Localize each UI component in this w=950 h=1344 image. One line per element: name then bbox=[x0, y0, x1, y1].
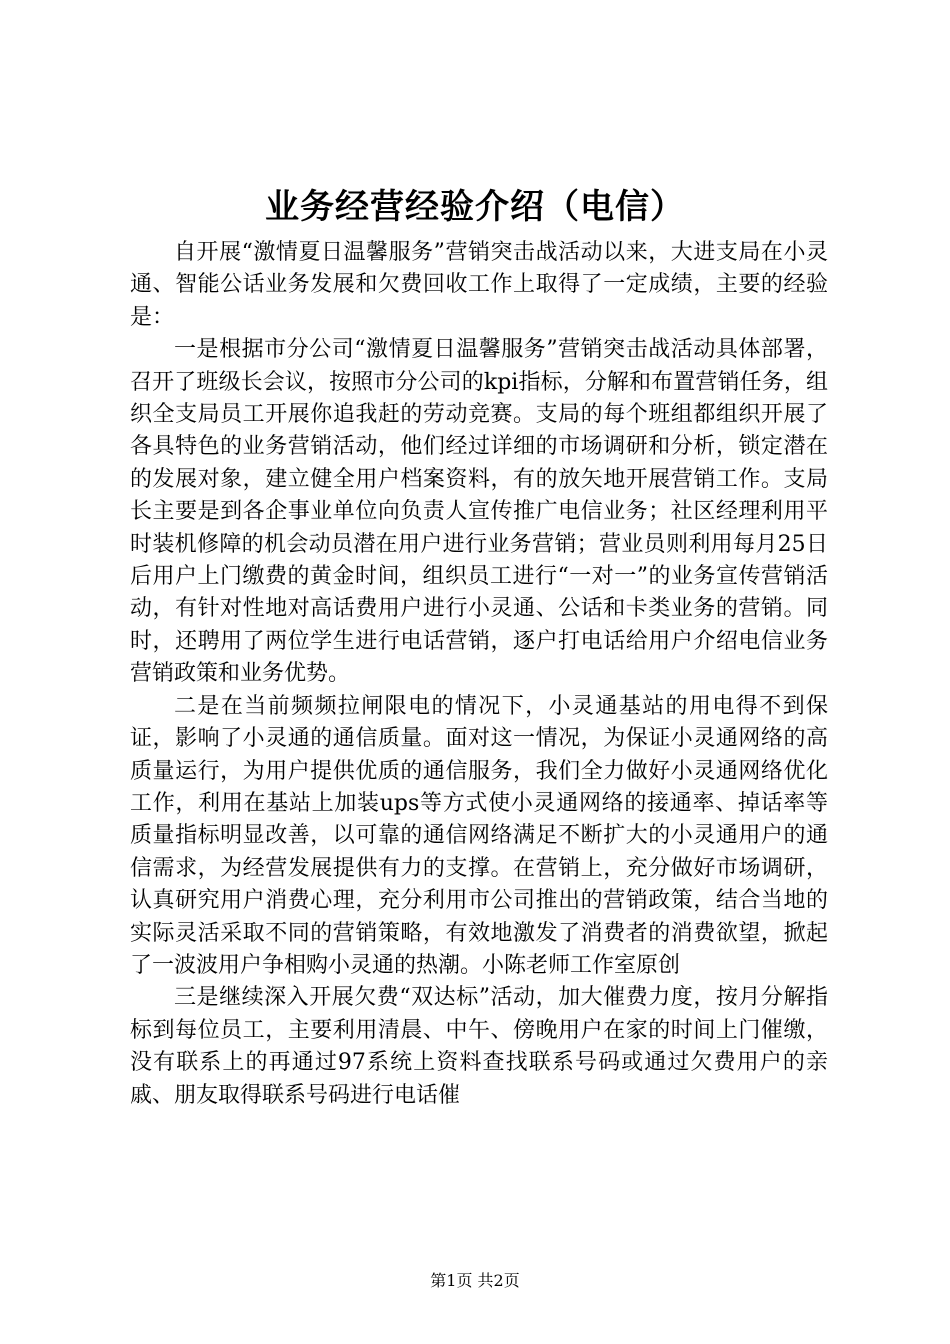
document-title: 业务经营经验介绍（电信） bbox=[265, 187, 685, 227]
paragraph-point-two: 二是在当前频频拉闸限电的情况下，小灵通基站的用电得不到保证，影响了小灵通的通信质量。面对这一情况，为保证小灵通网络的高质量运行，为用户提供优质的通信服务，我们全力做好小灵通网络优化工作，利用在基站上加装ups等方式使小灵通网络的接通率、掉话率等质量指标明显改善，以可靠的通信网络满足不断扩大的小灵通用户的通信需求，为经营发展提供有力的支撑。在营销上，充分做好市场调研，认真研究用户消费心理，充分利用市公司推出的营销政策，结合当地的实际灵活采取不同的营销策略，有效地激发了消费者的消费欲望，掀起了一波波用户争相购小灵通的热潮。小陈老师工作室原创 bbox=[130, 693, 828, 978]
document-body bbox=[130, 237, 828, 1112]
paragraph-point-one: 一是根据市分公司“激情夏日温馨服务”营销突击战活动具体部署，召开了班级长会议，按照市分公司的kpi指标，分解和布置营销任务，组织全支局员工开展你追我赶的劳动竞赛。支局的每个班组都组织开展了各具特色的业务营销活动，他们经过详细的市场调研和分析，锁定潜在的发展对象，建立健全用户档案资料，有的放矢地开展营销工作。支局长主要是到各企事业单位向负责人宣传推广电信业务；社区经理利用平时装机修障的机会动员潜在用户进行业务营销；营业员则利用每月25日后用户上门缴费的黄金时间，组织员工进行“一对一”的业务宣传营销活动，有针对性地对高话费用户进行小灵通、公话和卡类业务的营销。同时，还聘用了两位学生进行电话营销，逐户打电话给用户介绍电信业务营销政策和业务优势。 bbox=[130, 337, 828, 687]
paragraph-intro: 自开展“激情夏日温馨服务”营销突击战活动以来，大进支局在小灵通、智能公话业务发展和欠费回收工作上取得了一定成绩，主要的经验是： bbox=[130, 240, 828, 330]
paragraph-point-three: 三是继续深入开展欠费“双达标”活动，加大催费力度，按月分解指标到每位员工，主要利用清晨、中午、傍晚用户在家的时间上门催缴，没有联系上的再通过97系统上资料查找联系号码或通过欠费用户的亲戚、朋友取得联系号码进行电话催 bbox=[130, 985, 828, 1108]
page-footer: 第1页 共2页 bbox=[430, 1271, 520, 1290]
